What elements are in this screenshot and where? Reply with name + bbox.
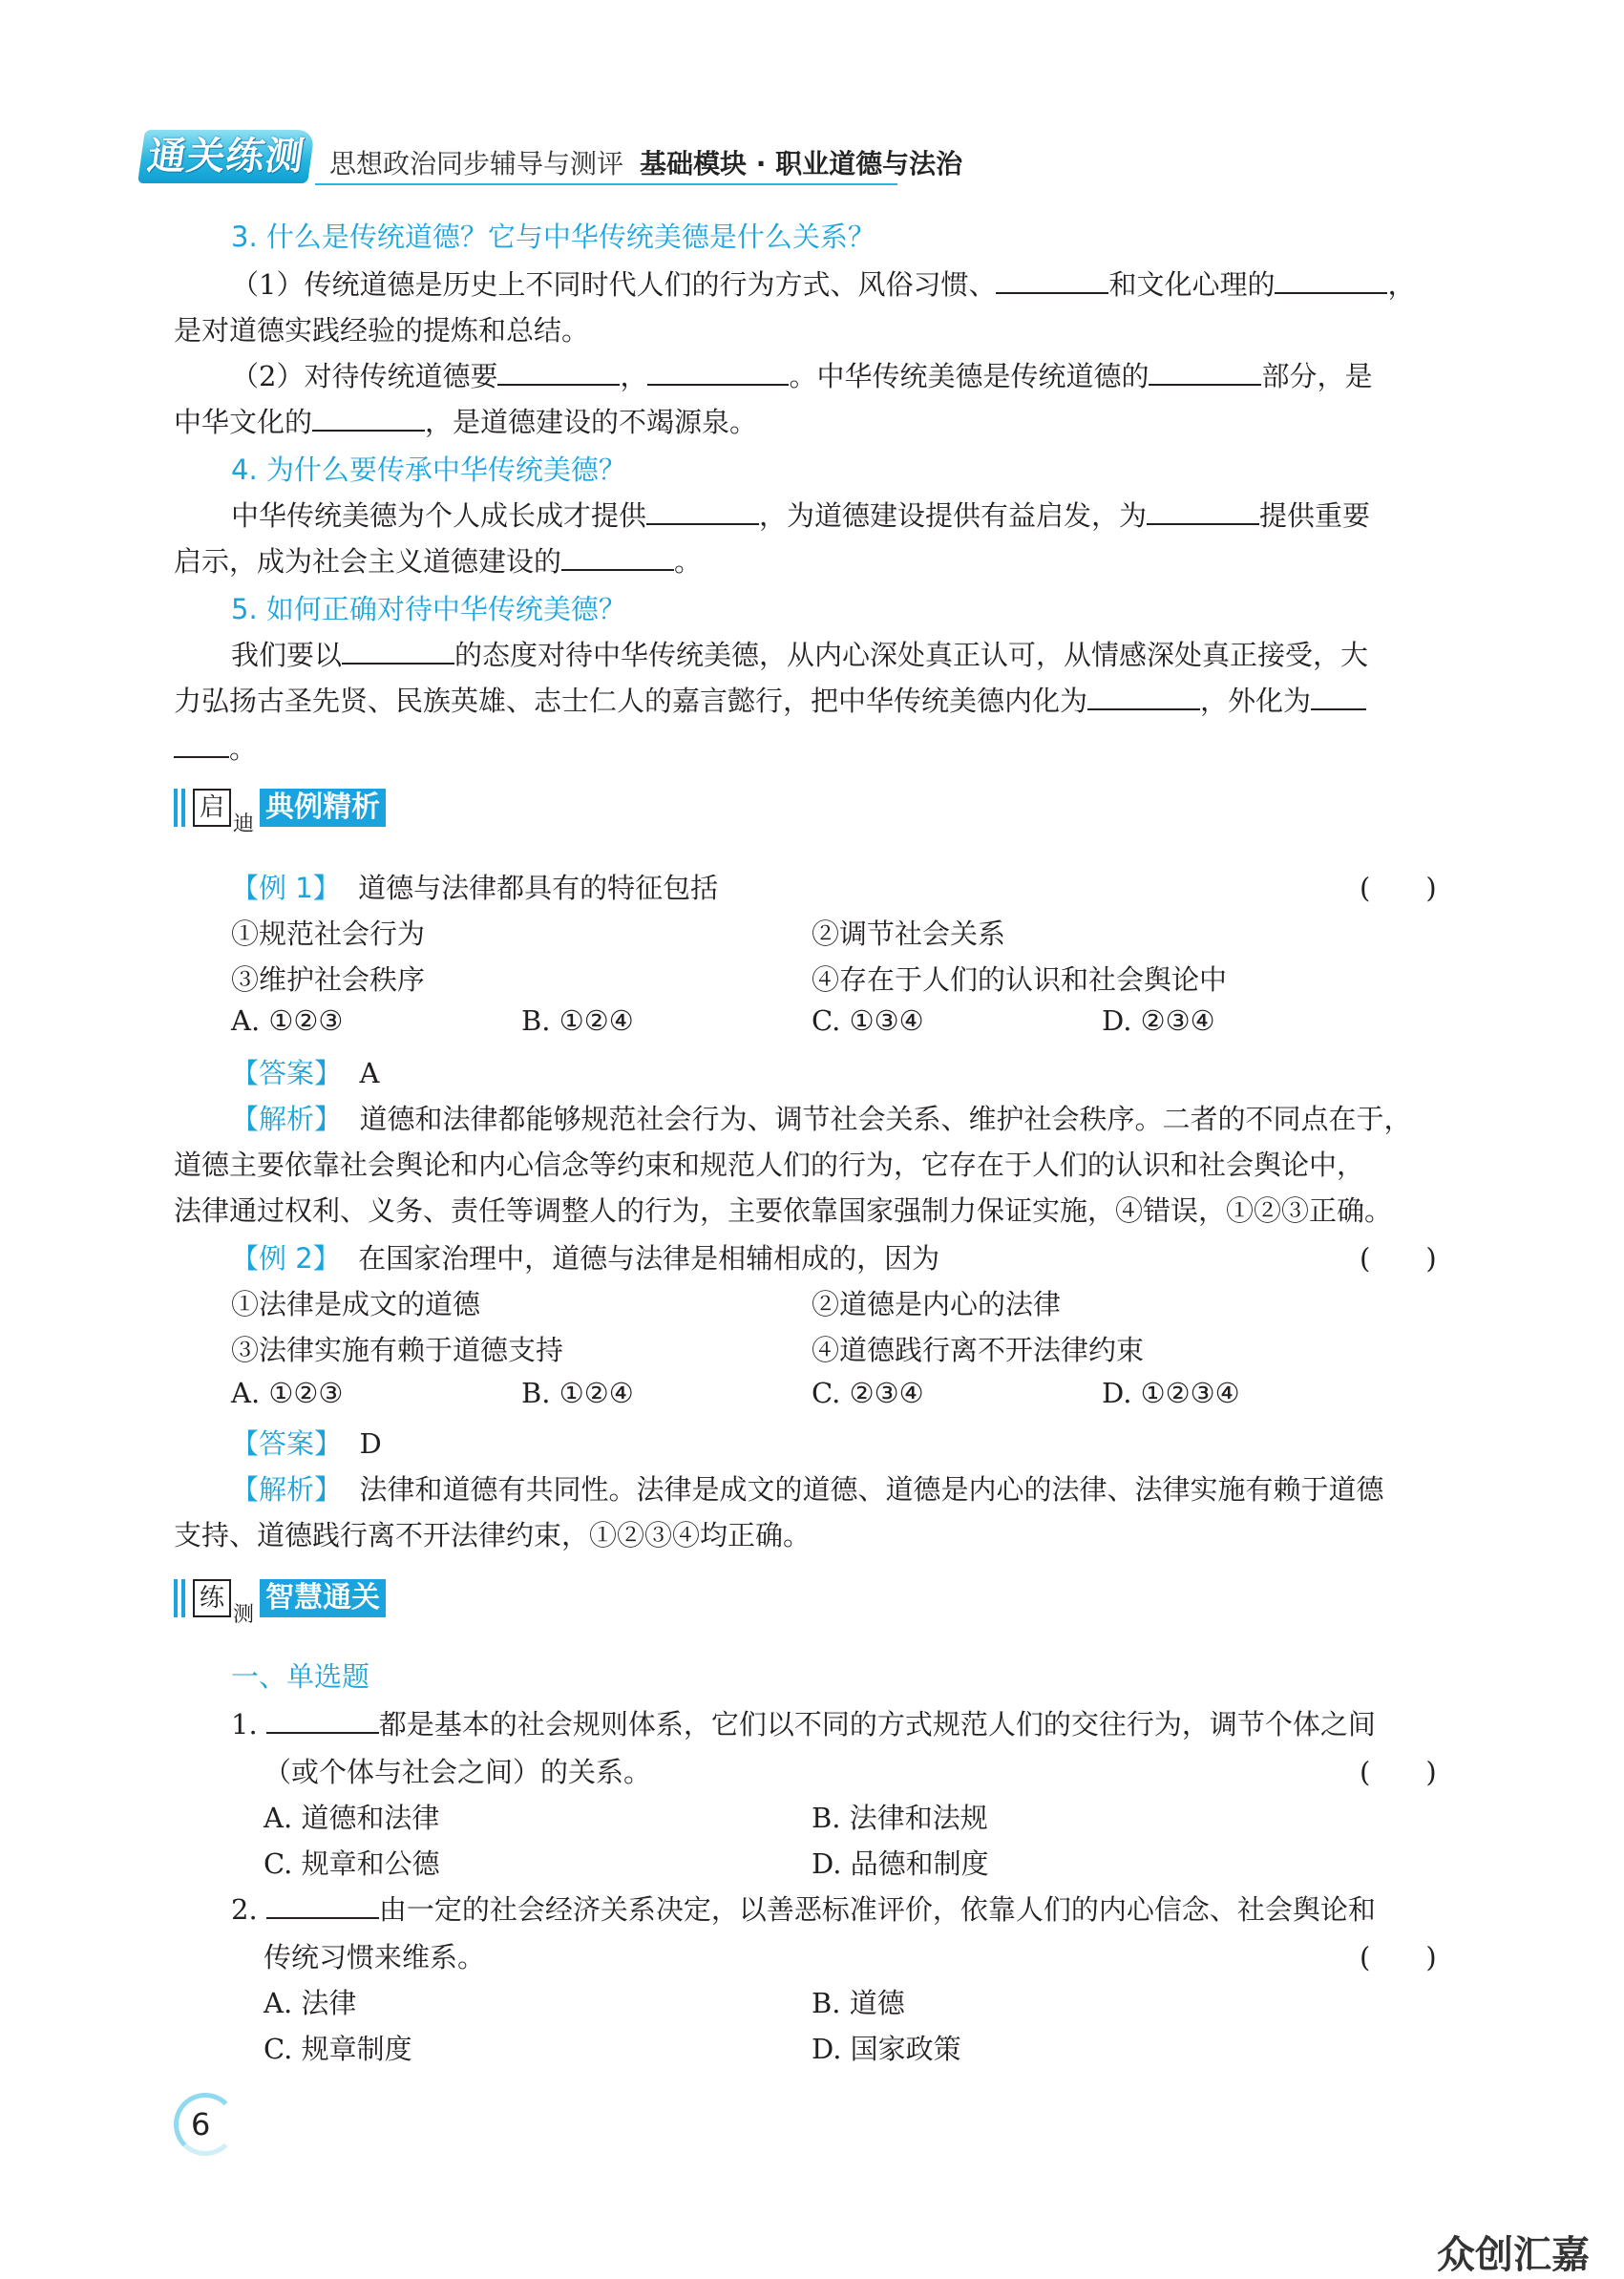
choice-c[interactable]: C. 规章和公德: [264, 1847, 440, 1880]
choice-a[interactable]: A. ①②③: [231, 1377, 344, 1409]
answer-bracket: ( ): [1360, 1756, 1437, 1788]
fill-blank[interactable]: [1087, 684, 1200, 710]
section-icon-sub: 迪: [233, 812, 255, 836]
watermark: 众创汇嘉: [1437, 2233, 1590, 2277]
question-1-line-1: 1. 都是基本的社会规则体系，它们以不同的方式规范人们的交往行为，调节个体之间: [231, 1708, 1376, 1741]
choice-c[interactable]: C. ②③④: [812, 1377, 924, 1409]
module-title: 基础模块 · 职业道德与法治: [640, 148, 963, 179]
choice-b[interactable]: B. 道德: [812, 1987, 905, 2019]
section-title-examples: 典例精析: [260, 789, 386, 827]
question-3-line-4: 中华文化的 ，是道德建设的不竭源泉。: [174, 406, 758, 438]
example-2-analysis: 【解析】 法律和道德有共同性。法律是成文的道德、道德是内心的法律、法律实施有赖于道德: [231, 1473, 1384, 1506]
section-accent-bar: [181, 789, 185, 827]
question-3-title: 3. 什么是传统道德？它与中华传统美德是什么关系？: [231, 221, 875, 253]
question-1-line-2: （或个体与社会之间）的关系。: [264, 1756, 652, 1788]
question-3-line-3: （2）对待传统道德要 ， 。中华传统美德是传统道德的 部分，是: [231, 360, 1373, 392]
section-icon-sub: 测: [233, 1603, 255, 1627]
question-5-title: 5. 如何正确对待中华传统美德？: [231, 593, 626, 625]
fill-blank[interactable]: [646, 498, 759, 525]
question-5-line-1: 我们要以 的态度对待中华传统美德，从内心深处真正认可，从情感深处真正接受，大: [231, 639, 1369, 671]
section-icon-box: 启: [193, 789, 231, 827]
question-4-line-2: 启示，成为社会主义道德建设的 。: [174, 545, 703, 578]
fill-blank[interactable]: [996, 267, 1108, 294]
choice-b[interactable]: B. 法律和法规: [812, 1802, 988, 1834]
example-1-stem: 【例 1】 道德与法律都具有的特征包括: [231, 872, 719, 904]
fill-blank[interactable]: [1149, 359, 1261, 386]
option-item: ①规范社会行为: [231, 918, 426, 950]
fill-blank[interactable]: [174, 731, 229, 758]
fill-blank[interactable]: [561, 544, 674, 571]
section-icon-box: 练: [193, 1579, 231, 1617]
option-item: ④存在于人们的认识和社会舆论中: [812, 963, 1228, 996]
question-2-line-2: 传统习惯来维系。: [264, 1941, 486, 1973]
option-item: ③法律实施有赖于道德支持: [231, 1334, 564, 1366]
part-1-title: 一、单选题: [231, 1660, 370, 1693]
example-1-analysis-cont: 法律通过权利、义务、责任等调整人的行为，主要依靠国家强制力保证实施，④错误，①②③正确。: [174, 1194, 1393, 1227]
series-logo: 通关练测: [137, 130, 315, 183]
fill-blank[interactable]: [497, 359, 620, 386]
choice-a[interactable]: A. 法律: [264, 1987, 357, 2019]
fill-blank[interactable]: [342, 638, 454, 665]
book-subtitle: 思想政治同步辅导与测评: [329, 148, 624, 179]
example-2-stem: 【例 2】 在国家治理中，道德与法律是相辅相成的，因为: [231, 1242, 940, 1275]
option-item: ③维护社会秩序: [231, 963, 426, 996]
fill-blank[interactable]: [1275, 267, 1387, 294]
section-accent-bar: [174, 789, 178, 827]
example-2-analysis-cont: 支持、道德践行离不开法律约束，①②③④均正确。: [174, 1519, 812, 1551]
choice-d[interactable]: D. 品德和制度: [812, 1847, 989, 1880]
page-number: 6: [191, 2106, 211, 2142]
example-2-answer: 【答案】 D: [231, 1427, 382, 1460]
choice-a[interactable]: A. 道德和法律: [264, 1802, 440, 1834]
choice-c[interactable]: C. ①③④: [812, 1004, 924, 1037]
example-1-answer: 【答案】 A: [231, 1057, 380, 1089]
example-1-analysis-cont: 道德主要依靠社会舆论和内心信念等约束和规范人们的行为，它存在于人们的认识和社会舆论中，: [174, 1149, 1365, 1181]
choice-d[interactable]: D. 国家政策: [812, 2033, 961, 2065]
choice-d[interactable]: D. ②③④: [1102, 1004, 1215, 1037]
fill-blank[interactable]: [647, 359, 789, 386]
question-3-line-1: （1）传统道德是历史上不同时代人们的行为方式、风俗习惯、 和文化心理的 ，: [231, 268, 1416, 301]
choice-a[interactable]: A. ①②③: [231, 1004, 344, 1037]
question-3-line-2: 是对道德实践经验的提炼和总结。: [174, 314, 590, 347]
answer-bracket: ( ): [1360, 872, 1437, 904]
section-accent-bar: [174, 1579, 178, 1617]
fill-blank[interactable]: [266, 1707, 379, 1734]
fill-blank[interactable]: [312, 405, 425, 432]
example-1-analysis: 【解析】 道德和法律都能够规范社会行为、调节社会关系、维护社会秩序。二者的不同点在于，: [231, 1103, 1412, 1135]
section-accent-bar: [181, 1579, 185, 1617]
section-title-practice: 智慧通关: [260, 1579, 386, 1617]
question-5-line-3: 。: [174, 728, 257, 767]
choice-b[interactable]: B. ①②④: [521, 1004, 634, 1037]
option-item: ②调节社会关系: [812, 918, 1006, 950]
choice-c[interactable]: C. 规章制度: [264, 2033, 412, 2065]
fill-blank[interactable]: [266, 1892, 379, 1919]
answer-bracket: ( ): [1360, 1941, 1437, 1973]
fill-blank[interactable]: [1147, 498, 1259, 525]
fill-blank[interactable]: [1311, 684, 1366, 710]
option-item: ②道德是内心的法律: [812, 1288, 1062, 1320]
choice-d[interactable]: D. ①②③④: [1102, 1377, 1240, 1409]
option-item: ④道德践行离不开法律约束: [812, 1334, 1145, 1366]
answer-bracket: ( ): [1360, 1242, 1437, 1275]
question-5-line-2: 力弘扬古圣先贤、民族英雄、志士仁人的嘉言懿行，把中华传统美德内化为 ，外化为: [174, 680, 1366, 719]
option-item: ①法律是成文的道德: [231, 1288, 481, 1320]
question-4-title: 4. 为什么要传承中华传统美德？: [231, 454, 626, 486]
header-divider: [315, 183, 897, 185]
choice-b[interactable]: B. ①②④: [521, 1377, 634, 1409]
question-2-line-1: 2. 由一定的社会经济关系决定，以善恶标准评价，依靠人们的内心信念、社会舆论和: [231, 1893, 1376, 1926]
question-4-line-1: 中华传统美德为个人成长成才提供 ，为道德建设提供有益启发，为 提供重要: [231, 499, 1371, 532]
